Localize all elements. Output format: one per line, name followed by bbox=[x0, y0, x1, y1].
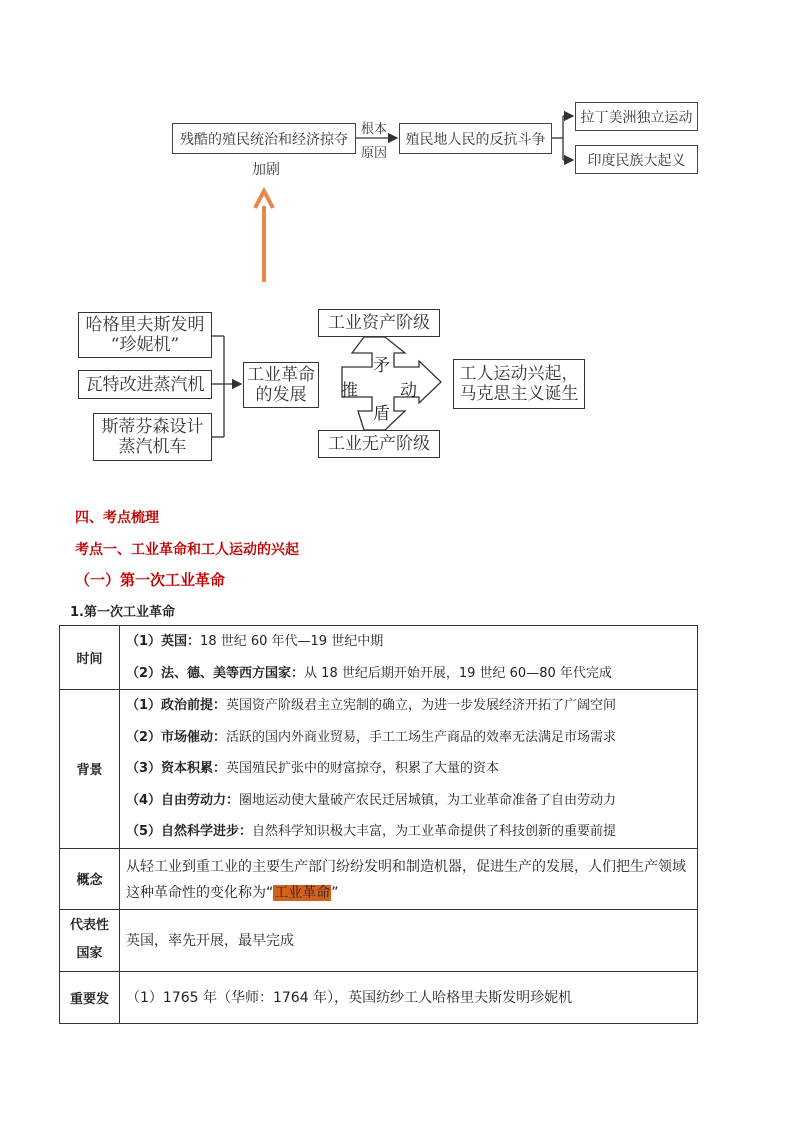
concept-l2-pre: 这种革命性的变化称为“ bbox=[126, 884, 274, 901]
item-heading: 1.第一次工业革命 bbox=[70, 605, 175, 620]
arrow-char-contradiction-1: 矛 bbox=[373, 356, 390, 376]
arrow-char-push: 推 bbox=[341, 381, 358, 401]
invention-stephenson-box bbox=[93, 413, 212, 461]
time-l1-text: 18 世纪 60 年代—19 世纪中期 bbox=[200, 634, 384, 649]
arrow-label-cause: 原因 bbox=[361, 146, 388, 161]
bg-l5-text: 自然科学知识极大丰富，为工业革命提供了科技创新的重要前提 bbox=[252, 824, 617, 839]
table-row-country bbox=[60, 909, 698, 971]
bg-l1-text: 英国资产阶级君主立宪制的确立，为进一步发展经济开拓了广阔空间 bbox=[226, 698, 617, 713]
industrial-revolution-box bbox=[243, 362, 319, 408]
invention-text: （1）1765 年（华师：1764 年），英国纺纱工人哈格里夫斯发明珍妮机 bbox=[120, 971, 698, 1023]
header-country-2: 国家 bbox=[76, 946, 103, 961]
invention-jenny-box bbox=[78, 312, 212, 358]
resistance-text: 殖民地人民的反抗斗争 bbox=[405, 131, 546, 148]
bg-l4-text: 圈地运动使大量破产农民迁居城镇，为工业革命准备了自由劳动力 bbox=[239, 792, 617, 808]
bg-l1-label: （1）政治前提： bbox=[126, 698, 227, 713]
header-time: 时间 bbox=[60, 626, 120, 690]
intensify-label: 加剧 bbox=[252, 162, 280, 178]
proletariat-text: 工业无产阶级 bbox=[328, 434, 430, 454]
bourgeoisie-box bbox=[318, 309, 440, 337]
concept-l1: 从轻工业到重工业的主要生产部门纷纷发明和制造机器，促进生产的发展，人们把生产领域 bbox=[126, 858, 686, 875]
result-box bbox=[453, 359, 585, 409]
concept-highlight: 工业革命 bbox=[274, 884, 331, 901]
latin-america-text: 拉丁美洲独立运动 bbox=[580, 109, 693, 126]
time-l2-text: 从 18 世纪后期开始开展，19 世纪 60—80 年代完成 bbox=[304, 665, 612, 681]
table-row-time bbox=[60, 626, 698, 690]
time-l2-label: （2）法、德、美等西方国家： bbox=[126, 665, 305, 681]
bg-l4-label: （4）自由劳动力： bbox=[126, 792, 240, 808]
header-country-1: 代表性 bbox=[69, 918, 109, 933]
invention-jenny-line2: “珍妮机” bbox=[110, 335, 180, 355]
sub-heading: （一）第一次工业革命 bbox=[75, 571, 226, 589]
result-line2: 马克思主义诞生 bbox=[459, 384, 579, 404]
arrow-char-contradiction-2: 盾 bbox=[373, 404, 390, 424]
bg-l5-label: （5）自然科学进步： bbox=[126, 824, 253, 839]
bg-l2-label: （2）市场催动： bbox=[126, 729, 227, 745]
header-invention: 重要发 bbox=[60, 971, 120, 1023]
proletariat-box bbox=[318, 430, 440, 458]
table-row-invention bbox=[60, 971, 698, 1023]
result-line1: 工人运动兴起， bbox=[459, 364, 579, 384]
section-heading: 四、考点梳理 bbox=[75, 510, 159, 526]
arrow-char-drive: 动 bbox=[400, 381, 417, 401]
invention-jenny-line1: 哈格里夫斯发明 bbox=[85, 315, 205, 335]
bg-l2-text: 活跃的国内外商业贸易，手工工场生产商品的效率无法满足市场需求 bbox=[226, 729, 617, 745]
invention-watt-box bbox=[78, 370, 212, 399]
india-text: 印度民族大起义 bbox=[587, 152, 686, 169]
revolution-table bbox=[59, 625, 698, 1024]
center-line2: 的发展 bbox=[255, 385, 307, 405]
invention-watt-text: 瓦特改进蒸汽机 bbox=[85, 374, 205, 395]
table-row-concept bbox=[60, 848, 698, 909]
point-heading: 考点一、工业革命和工人运动的兴起 bbox=[75, 542, 299, 558]
country-text: 英国，率先开展，最早完成 bbox=[120, 909, 698, 971]
bg-l3-label: （3）资本积累： bbox=[126, 761, 227, 776]
arrow-label-root: 根本 bbox=[361, 122, 388, 137]
center-line1: 工业革命 bbox=[247, 365, 315, 385]
invention-stephenson-line1: 斯蒂芬森设计 bbox=[101, 417, 204, 437]
bg-l3-text: 英国殖民扩张中的财富掠夺，积累了大量的资本 bbox=[226, 761, 500, 776]
header-concept: 概念 bbox=[60, 848, 120, 909]
time-l1-label: （1）英国： bbox=[126, 634, 201, 649]
cause-text: 残酷的殖民统治和经济掠夺 bbox=[180, 131, 348, 148]
bourgeoisie-text: 工业资产阶级 bbox=[328, 313, 430, 333]
concept-l2-post: ” bbox=[331, 884, 339, 901]
invention-stephenson-line2: 蒸汽机车 bbox=[118, 437, 187, 457]
header-background: 背景 bbox=[60, 690, 120, 849]
table-row-background bbox=[60, 690, 698, 849]
